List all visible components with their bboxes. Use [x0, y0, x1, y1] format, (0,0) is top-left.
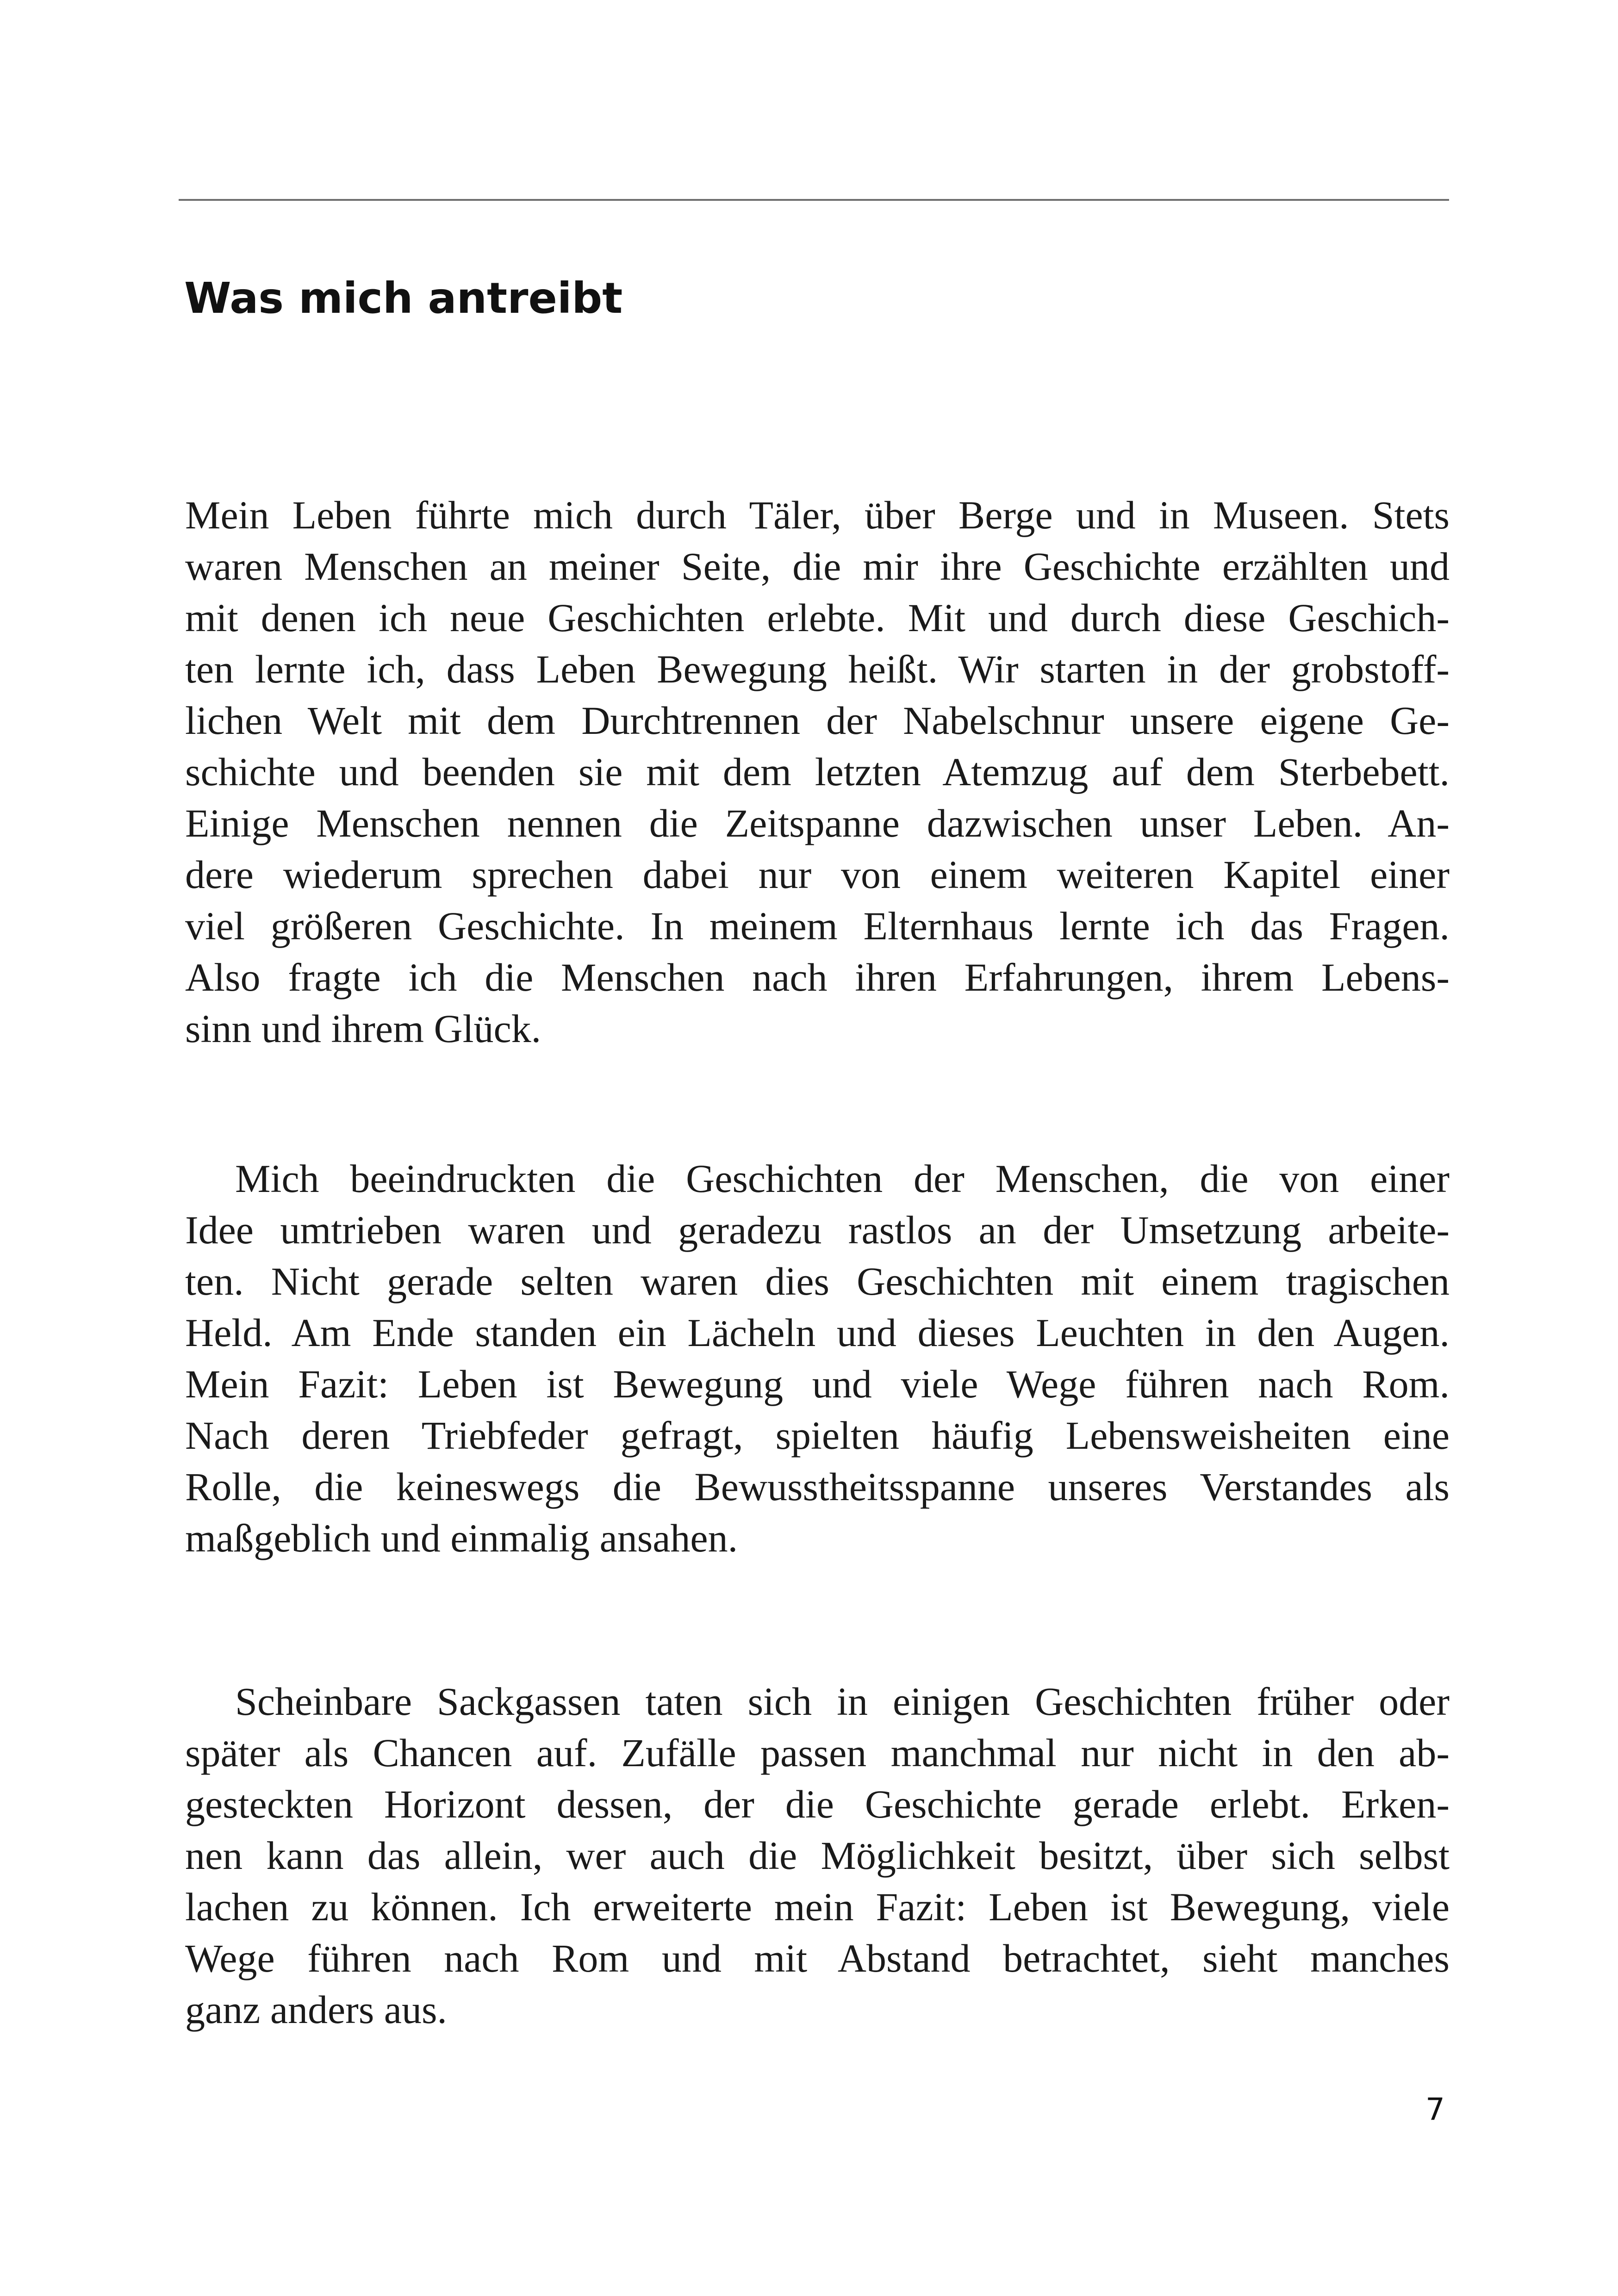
- text-line: Mein Fazit: Leben ist Bewegung und viele Wege führen nach Rom.: [185, 1362, 1450, 1406]
- text-line: Held. Am Ende standen ein Lächeln und dieses Leuchten in den Augen.: [185, 1310, 1450, 1355]
- header-rule: [179, 199, 1449, 201]
- paragraph-1: [185, 490, 1450, 1055]
- text-line: waren Menschen an meiner Seite, die mir ihre Geschichte erzählten und: [185, 544, 1450, 589]
- text-line: gesteckten Horizont dessen, der die Geschichte gerade erlebt. Erken-: [185, 1782, 1450, 1826]
- text-line: lachen zu können. Ich erweiterte mein Fazit: Leben ist Bewegung, viele: [185, 1885, 1450, 1929]
- text-line: mit denen ich neue Geschichten erlebte. Mit und durch diese Geschich-: [185, 596, 1450, 640]
- text-line: schichte und beenden sie mit dem letzten Atemzug auf dem Sterbebett.: [185, 750, 1450, 794]
- text-line: Wege führen nach Rom und mit Abstand betrachtet, sieht manches: [185, 1936, 1450, 1980]
- text-line: Mein Leben führte mich durch Täler, über Berge und in Museen. Stets: [185, 493, 1450, 537]
- text-line: Also fragte ich die Menschen nach ihren Erfahrungen, ihrem Lebens-: [185, 955, 1450, 999]
- text-line: Scheinbare Sackgassen taten sich in einigen Geschichten früher oder: [235, 1679, 1450, 1724]
- text-line: maßgeblich und einmalig ansahen.: [185, 1516, 738, 1560]
- text-line: Rolle, die keineswegs die Bewusstheitsspanne unseres Verstandes als: [185, 1464, 1450, 1509]
- paragraph-2: [185, 1153, 1450, 1564]
- paragraph-3: [185, 1676, 1450, 2035]
- text-line: dere wiederum sprechen dabei nur von einem weiteren Kapitel einer: [185, 852, 1450, 897]
- text-line: später als Chancen auf. Zufälle passen manchmal nur nicht in den ab-: [185, 1731, 1450, 1775]
- text-line: Mich beeindruckten die Geschichten der Menschen, die von einer: [235, 1156, 1450, 1201]
- text-line: Nach deren Triebfeder gefragt, spielten häufig Lebensweisheiten eine: [185, 1413, 1450, 1458]
- text-line: ten. Nicht gerade selten waren dies Geschichten mit einem tragischen: [185, 1259, 1450, 1303]
- text-line: nen kann das allein, wer auch die Möglichkeit besitzt, über sich selbst: [185, 1833, 1450, 1878]
- chapter-title: Was mich antreibt: [184, 273, 623, 323]
- page-number: 7: [1425, 2091, 1445, 2127]
- text-line: Einige Menschen nennen die Zeitspanne dazwischen unser Leben. An-: [185, 801, 1450, 845]
- text-line: Idee umtrieben waren und geradezu rastlos an der Umsetzung arbeite-: [185, 1208, 1450, 1252]
- text-line: sinn und ihrem Glück.: [185, 1006, 541, 1051]
- text-line: viel größeren Geschichte. In meinem Elternhaus lernte ich das Fragen.: [185, 904, 1450, 948]
- text-line: ganz anders aus.: [185, 1987, 447, 2032]
- text-line: ten lernte ich, dass Leben Bewegung heißt. Wir starten in der grobstoff-: [185, 647, 1450, 691]
- text-line: lichen Welt mit dem Durchtrennen der Nabelschnur unsere eigene Ge-: [185, 698, 1450, 743]
